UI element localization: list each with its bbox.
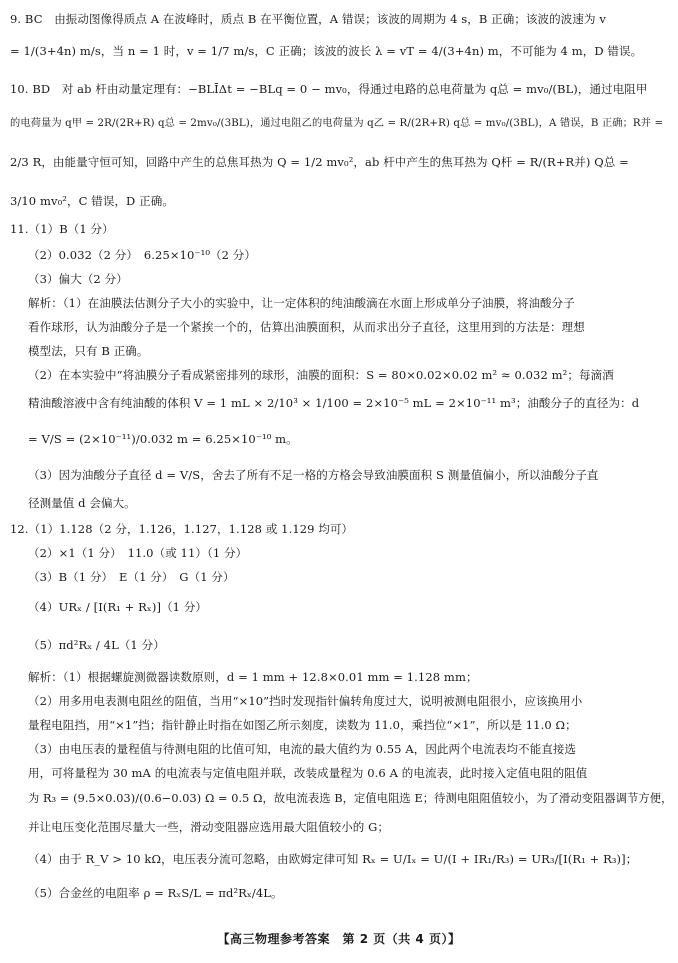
q12-analysis-3: 量程电阻挡，用“×1”挡；指针静止时指在如图乙所示刻度，读数为 11.0，乘挡位“×1”，所以是 11.0 Ω；	[28, 718, 577, 732]
q12-analysis-1: 解析：（1）根据螺旋测微器读数原则，d = 1 mm + 12.8×0.01 mm = 1.128 mm；	[28, 670, 478, 684]
q11-analysis-7: （3）因为油酸分子直径 d = V/S，舍去了所有不足一格的方格会导致油膜面积 S 测量值偏小，所以油酸分子直	[28, 468, 599, 482]
q11-analysis-6: = V/S = (2×10⁻¹¹)/0.032 m = 6.25×10⁻¹⁰ m。	[28, 432, 298, 446]
q10-line-4: 3/10 mv₀²，C 错误，D 正确。	[10, 194, 174, 208]
q11-analysis-2: 看作球形，认为油酸分子是一个紧挨一个的，估算出油膜面积，从而求出分子直径，这里用到的方法是：理想	[28, 320, 585, 334]
q10-line-2: 的电荷量为 q甲 = 2R/(2R+R) q总 = 2mv₀/(3BL)，通过电阻乙的电荷量为 q乙 = R/(2R+R) q总 = mv₀/(3BL)，A 错误，B 正确；R并 =	[10, 117, 664, 129]
q11-analysis-3: 模型法，只有 B 正确。	[28, 344, 149, 358]
q12-analysis-5: 用，可将量程为 30 mA 的电流表与定值电阻并联，改装成量程为 0.6 A 的电流表，此时接入定值电阻的阻值	[28, 766, 588, 780]
q10-line-3: 2/3 R，由能量守恒可知，回路中产生的总焦耳热为 Q = 1/2 mv₀²，ab 杆中产生的焦耳热为 Q杆 = R/(R+R并) Q总 =	[10, 155, 629, 169]
page-footer: 【高三物理参考答案 第 2 页（共 4 页）】	[217, 932, 461, 946]
q9-line-2: = 1/(3+4n) m/s，当 n = 1 时，v = 1/7 m/s，C 正确；该波的波长 λ = vT = 4/(3+4n) m，不可能为 4 m，D 错误。	[10, 44, 643, 58]
q11-analysis-1: 解析：（1）在油膜法估测分子大小的实验中，让一定体积的纯油酸滴在水面上形成单分子油膜，将油酸分子	[28, 296, 575, 310]
q12-answer-3: （3）B（1 分） E（1 分） G（1 分）	[28, 570, 235, 584]
q9-line-1: 9. BC 由振动图像得质点 A 在波峰时，质点 B 在平衡位置，A 错误；该波的周期为 4 s，B 正确；该波的波速为 v	[10, 12, 606, 26]
q12-answer-4: （4）URₓ / [I(R₁ + Rₓ)]（1 分）	[28, 600, 208, 614]
q12-answer-5: （5）πd²Rₓ / 4L（1 分）	[28, 638, 165, 652]
q12-analysis-7: 并让电压变化范围尽量大一些，滑动变阻器应选用最大阻值较小的 G；	[28, 820, 390, 834]
q12-analysis-9: （5）合金丝的电阻率 ρ = RₓS/L = πd²Rₓ/4L。	[28, 886, 283, 900]
q11-analysis-5: 精油酸溶液中含有纯油酸的体积 V = 1 mL × 2/10³ × 1/100 = 2×10⁻⁵ mL = 2×10⁻¹¹ m³；油酸分子的直径为：d	[28, 396, 640, 410]
q12-analysis-4: （3）由电压表的量程值与待测电阻的比值可知，电流的最大值约为 0.55 A，因此两个电流表均不能直接选	[28, 742, 577, 756]
q12-answer-2: （2）×1（1 分） 11.0（或 11）（1 分）	[28, 546, 248, 560]
q11-analysis-4: （2）在本实验中“将油膜分子看成紧密排列的球形，油膜的面积：S = 80×0.02×0.02 m² ≈ 0.032 m²；每滴酒	[28, 368, 614, 382]
q11-answer-3: （3）偏大（2 分）	[28, 272, 128, 286]
q12-analysis-8: （4）由于 R_V > 10 kΩ，电压表分流可忽略，由欧姆定律可知 Rₓ = U/Iₓ = U/(I + IR₁/R₃) = UR₃/[I(R₁ + R₃)]；	[28, 852, 638, 866]
q11-answer-2: （2）0.032（2 分） 6.25×10⁻¹⁰（2 分）	[28, 248, 256, 262]
q12-answer-1: 12.（1）1.128（2 分，1.126，1.127，1.128 或 1.129 均可）	[10, 522, 354, 536]
q10-line-1: 10. BD 对 ab 杆由动量定理有：−BLĪΔt = −BLq = 0 − mv₀，得通过电路的总电荷量为 q总 = mv₀/(BL)，通过电阻甲	[10, 82, 648, 96]
q11-analysis-8: 径测量值 d 会偏大。	[28, 496, 136, 510]
q12-analysis-2: （2）用多用电表测电阻丝的阻值，当用“×10”挡时发现指针偏转角度过大，说明被测电阻很小，应该换用小	[28, 694, 583, 708]
q12-analysis-6: 为 R₃ = (9.5×0.03)/(0.6−0.03) Ω = 0.5 Ω，故电流表选 B，定值电阻选 E；待测电阻阻值较小，为了滑动变阻器调节方便，	[28, 792, 673, 805]
q11-answer-1: 11.（1）B（1 分）	[10, 222, 114, 236]
